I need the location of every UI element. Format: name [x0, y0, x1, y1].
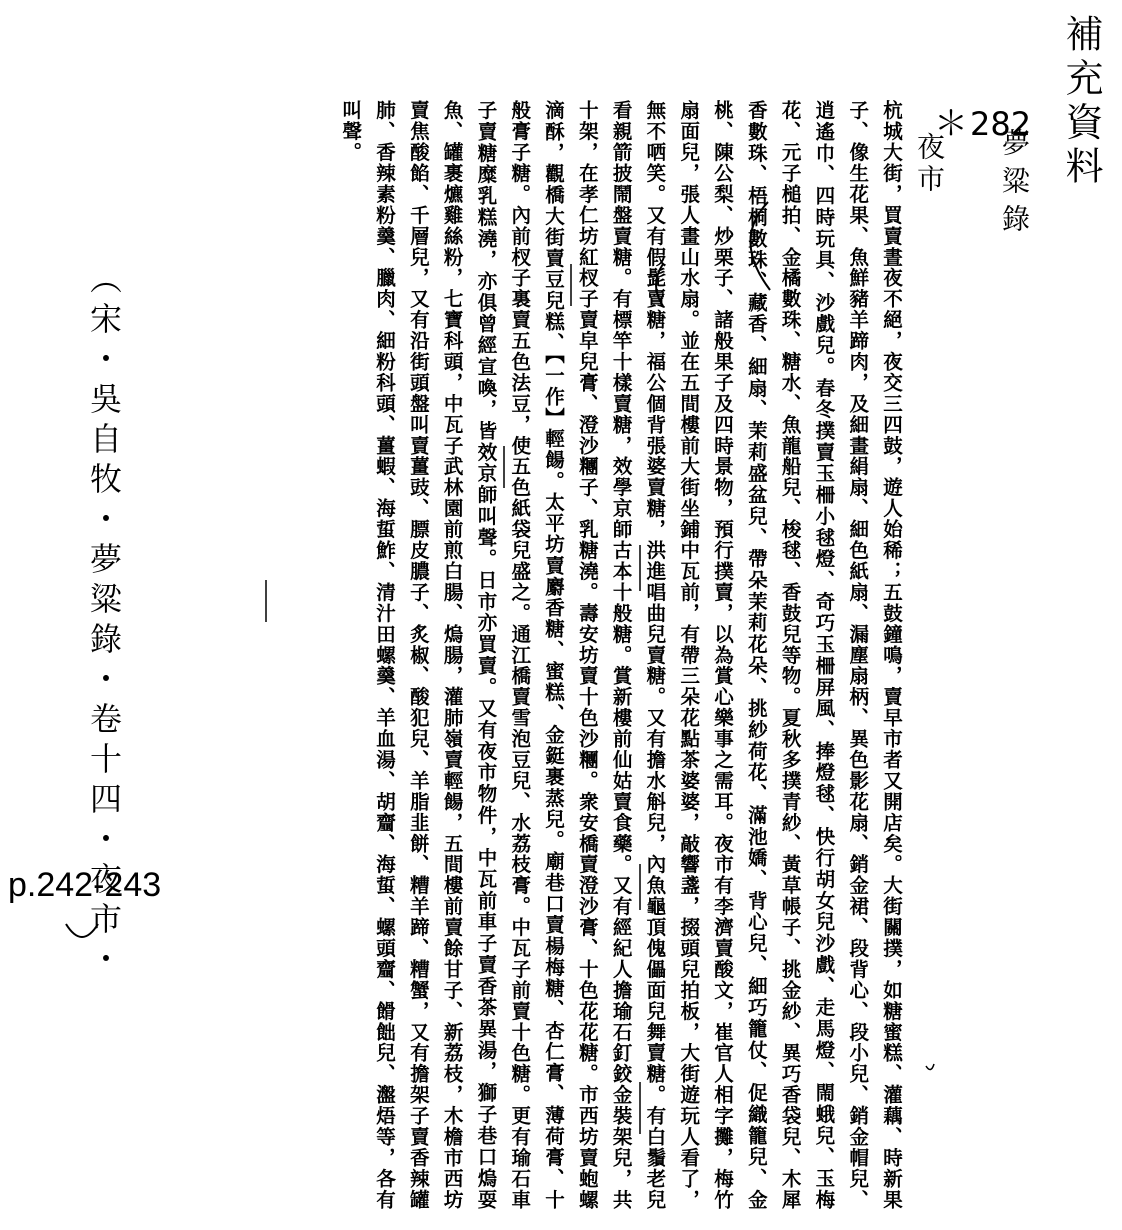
handwritten-underline-mark	[637, 545, 643, 591]
asterisk-icon: ＊	[934, 104, 968, 144]
handwritten-dot-mark	[924, 1062, 936, 1074]
handwritten-arc-mark	[62, 920, 102, 948]
entry-number-value: 282	[970, 105, 1032, 143]
citation: （宋・吳自牧・夢粱錄・卷十四・夜市・	[85, 262, 123, 982]
handwritten-underline-mark	[568, 264, 574, 306]
handwritten-underline-mark	[637, 1082, 643, 1134]
section-title: 夜市	[913, 132, 946, 196]
handwritten-underline-mark	[263, 580, 269, 622]
book-title: 夢粱錄	[998, 128, 1031, 242]
handwritten-arc-mark	[728, 200, 772, 292]
handwritten-underline-mark	[501, 446, 507, 488]
handwritten-underline-mark	[637, 864, 643, 910]
page-range: p.242-243	[8, 866, 162, 904]
body-text: 杭城大街，買賣晝夜不絕，夜交三四鼓，遊人始稀；五鼓鐘鳴，賣早市者又開店矣。大街關撲，如糖蜜糕、灌藕、時新果子、像生花果、魚鮮豬羊蹄肉，及細畫絹扇、細色紙扇、漏塵扇柄、異色影花扇、銷金裙、段背心、段小兒、銷金帽兒、逍遙巾、四時玩具、沙戲兒。春冬撲賣玉柵小毬燈、奇巧玉柵屏風、捧燈毬、快行胡女兒沙戲、走馬燈、閙蛾兒、玉梅花、元子槌拍、金橘數珠、糖水、魚龍船兒、梭毬、香鼓兒等物。夏秋多撲青紗、黃草帳子、挑金紗、異巧香袋兒、木犀香數珠、梧桐數珠、藏香、細扇、茉莉盛盆兒、帶朵茉莉花朵、挑紗荷花、滿池嬌、背心兒、細巧籠仗、促織籠兒、金桃、陳公梨、炒栗子、諸般果子及四時景物，預行撲賣，以為賞心樂事之需耳。夜市有李濟賣酸文，崔官人相字攤，梅竹扇面兒，張人畫山水扇。並在五間樓前大街坐鋪中瓦前，有帶三朵花點茶婆婆，敲響盞，掇頭兒拍板，大街遊玩人看了，無不哂笑。又有假髭賣糖，福公個背張婆賣糖，洪進唱曲兒賣糖。又有擔水斛兒，內魚龜頂傀儡面兒舞賣糖。有白鬚老兒看親箭披鬧盤賣糖。有標竿十樣賣糖，效學京師古本十般糖。賞新樓前仙姑賣食藥。又有經紀人擔瑜石釘鉸金裝架兒，共十架，在孝仁坊紅杈子賣皁兒膏、澄沙糰子、乳糖澆。壽安坊賣十色沙糰。衆安橋賣澄沙膏、十色花花糖。市西坊賣蚫螺滴酥，觀橋大街賣豆兒糕、【一作】輕餳。太平坊賣麝香糖、蜜糕、金鋌裹蒸兒。廟巷口賣楊梅糖、杏仁膏、薄荷膏、十般膏子糖。內前杈子裏賣五色法豆，使五色紙袋兒盛之。通江橋賣雪泡豆兒、水荔枝膏。中瓦子前賣十色糖。更有瑜石車子賣糖糜乳糕澆，亦俱曾經宣喚，皆效京師叫聲。日市亦買賣。又有夜市物件，中瓦前車子賣香茶異湯，獅子巷口熓耍魚、罐裹爊雞絲粉，七寶科頭，中瓦子武林園前煎白腸、熓腸，灌肺嶺賣輕餳，五間樓前賣餘甘子、新荔枝，木檐市西坊賣焦酸餡、千層兒，又有沿街頭盤叫賣薑豉、膘皮膿子、炙椒、酸犯兒、羊脂韭餅、糟羊蹄、糟蟹，又有擔架子賣香辣罐肺、香辣素粉羹、臘肉、細粉科頭、薑蝦、海蜇鮓、清汁田螺羹、羊血湯、胡齏、海蜇、螺頭齏、餶飿兒、瀊焐等，各有叫聲。	[339, 100, 903, 1210]
handwritten-bracket-mark	[646, 262, 666, 308]
header-title: 補充資料	[1059, 14, 1103, 190]
